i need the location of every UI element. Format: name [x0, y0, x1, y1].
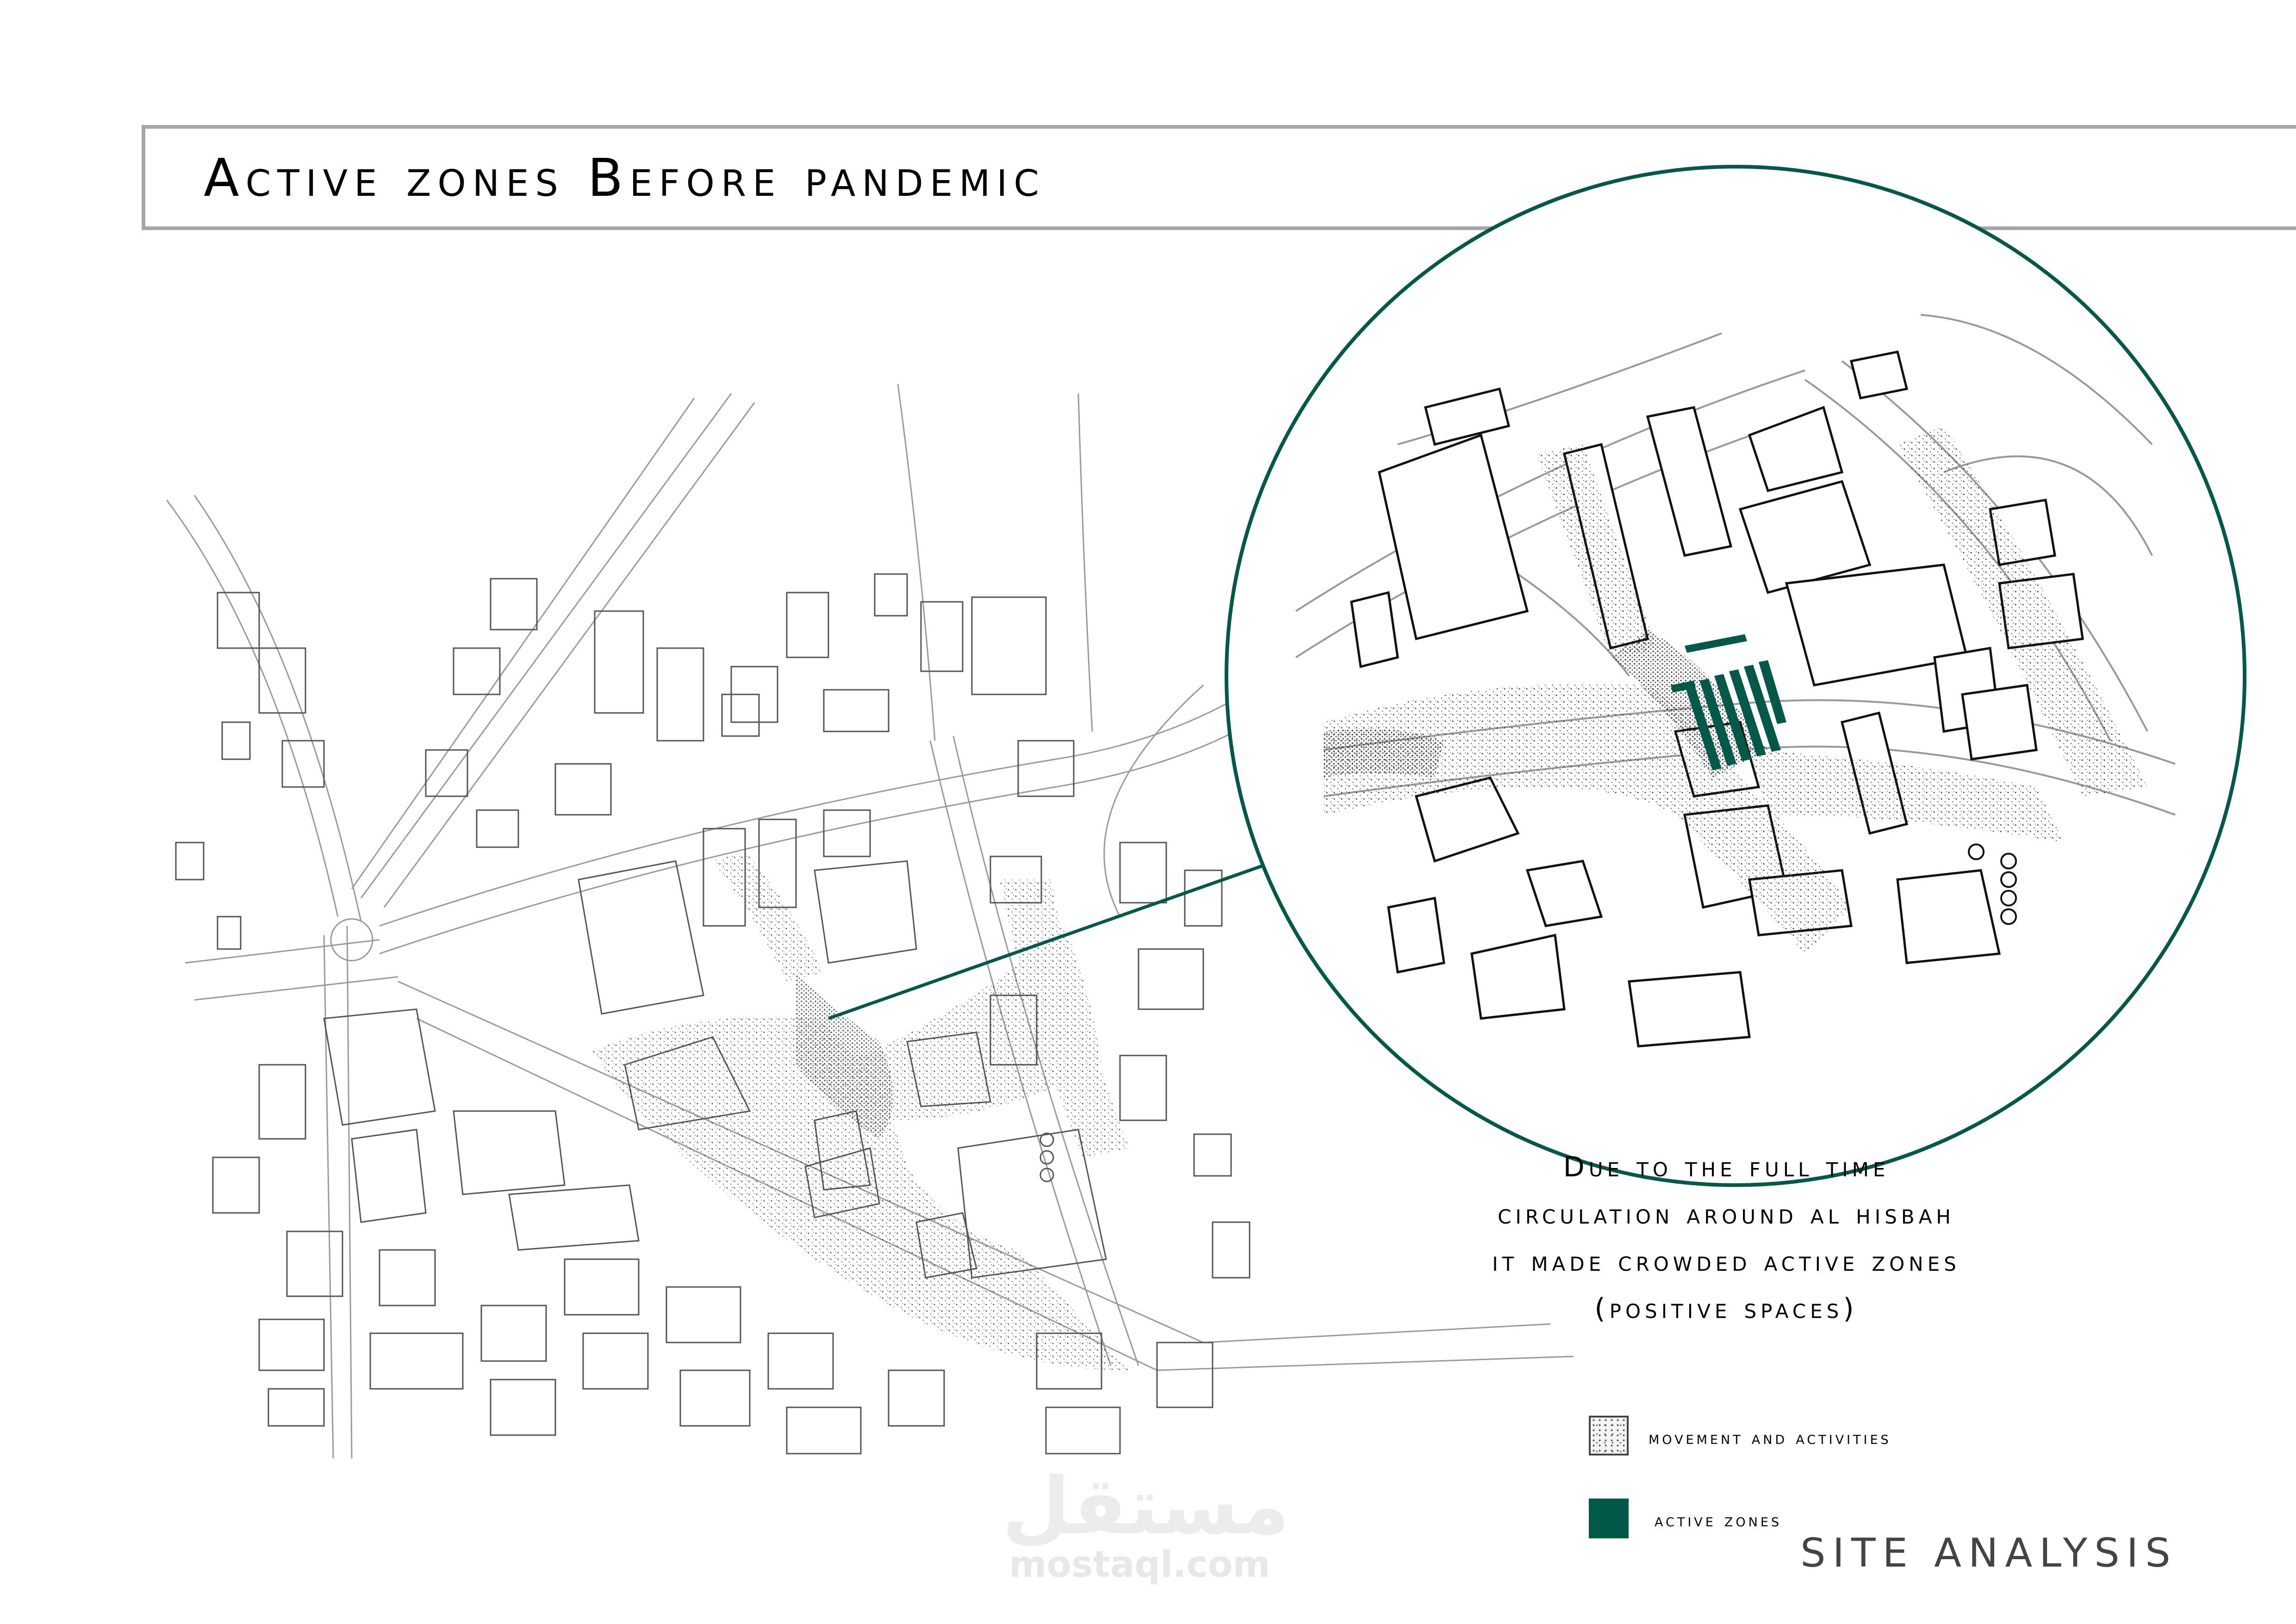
zoom-detail	[1226, 167, 2245, 1185]
caption-line: Due to the full time	[1563, 1151, 1890, 1183]
legend-swatch-movement	[1589, 1416, 1629, 1455]
footer-section-label: SITE ANALYSIS	[1800, 1530, 2178, 1576]
watermark-url: mostaql.com	[1009, 1544, 1270, 1586]
caption-line: circulation around al hisbah	[1498, 1198, 1955, 1230]
legend-swatch-active-zones	[1589, 1499, 1629, 1538]
page-title: Active zones Before pandemic	[204, 148, 1045, 208]
watermark-logo-arabic: مستقل	[1002, 1461, 1290, 1552]
legend-label-active-zones: active zones	[1655, 1510, 1782, 1530]
analysis-caption	[1370, 1143, 2083, 1332]
legend-label-movement: movement and activities	[1649, 1428, 1892, 1448]
caption-line: it made crowded active zones	[1492, 1245, 1960, 1278]
caption-line: (positive spaces)	[1594, 1293, 1858, 1325]
movement-stipple-main	[592, 852, 1129, 1370]
